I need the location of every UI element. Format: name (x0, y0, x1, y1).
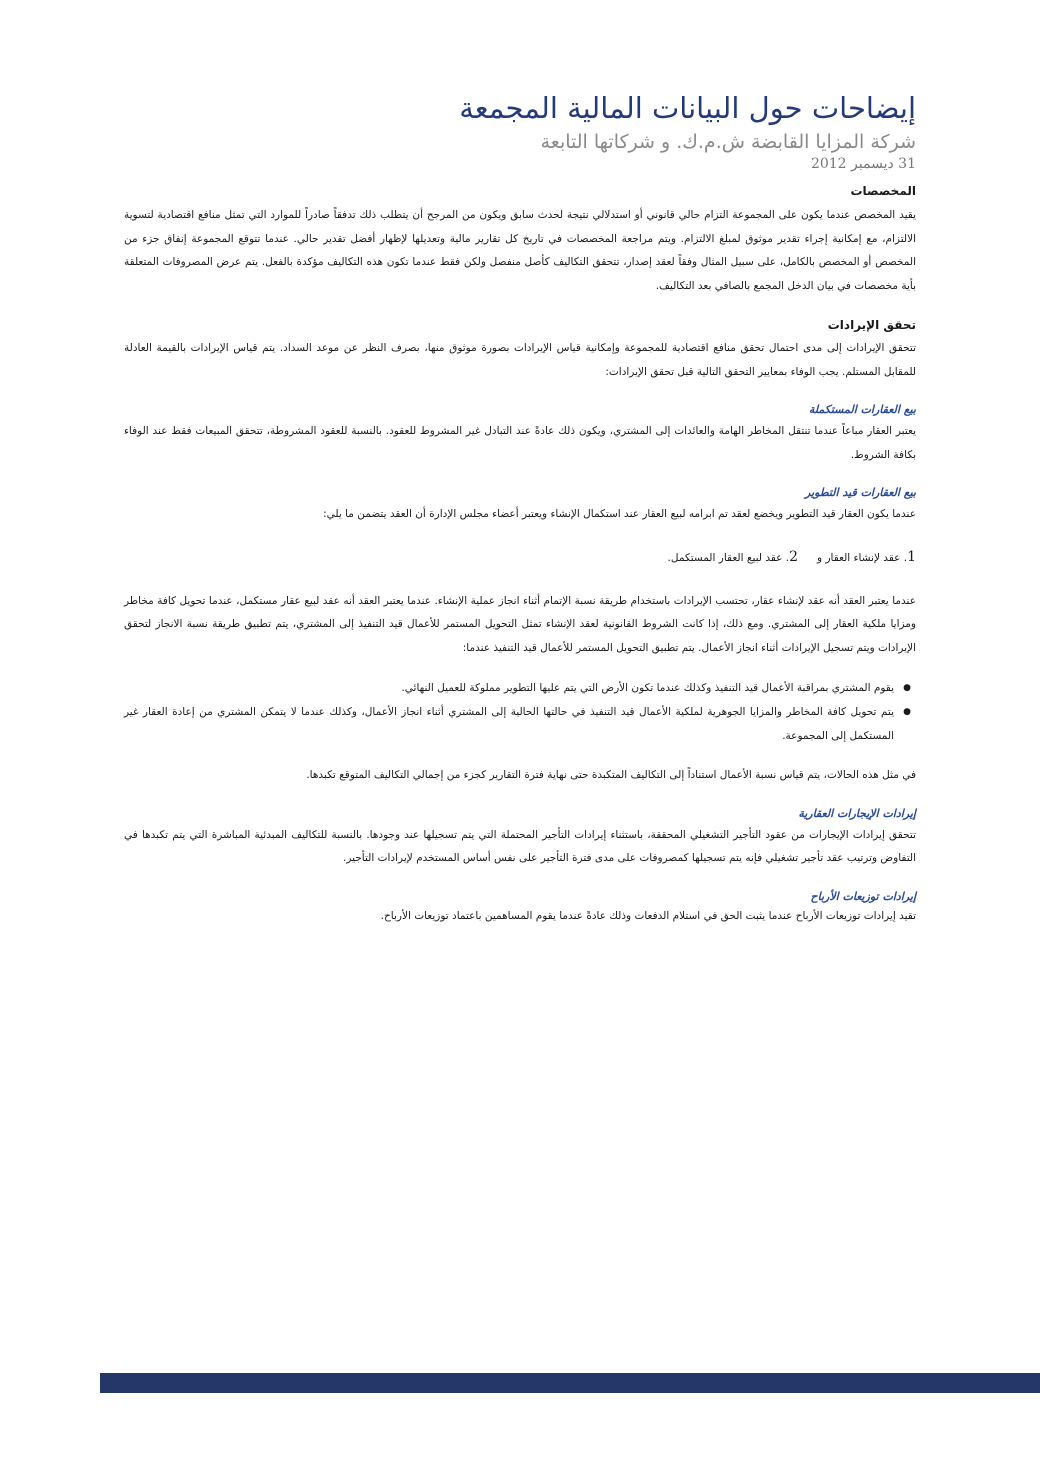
percentage-measure-paragraph: في مثل هذه الحالات، يتم قياس نسبة الأعمال استناداً إلى التكاليف المتكبدة حتى نهاية فترة التقارير كجزء من إجمالي التكاليف المتوقع تكبدها. (306, 769, 916, 781)
section-heading-provisions: المخصصات (850, 184, 916, 198)
list-item (124, 676, 911, 700)
subheading-rental-income: إيرادات الإيجارات العقارية (798, 806, 916, 820)
footer-bar (100, 1373, 1040, 1393)
report-date: 31 ديسمبر 2012 (810, 156, 916, 172)
item-number: 2 (789, 548, 798, 565)
document-page (124, 90, 916, 928)
page-title: إيضاحات حول البيانات المالية المجمعة (459, 91, 916, 125)
subheading-dividend-income: إيرادات توزيعات الأرباح (810, 889, 916, 903)
section-heading-revenue: تحقق الإيرادات (827, 318, 916, 332)
revenue-paragraph: تتحقق الإيرادات إلى مدى احتمال تحقق منافع اقتصادية للمجموعة وإمكانية قياس الإيرادات بصورة موثوق منها، بصرف النظر عن موعد السداد. يتم قياس الإيرادات بالقيمة العادلة للمقابل المستلم. يجب الوفاء بمعايير التحقق التالية قبل تحقق الإيرادات: (124, 342, 916, 378)
subheading-completed-sale: بيع العقارات المستكملة (808, 403, 916, 416)
company-name: شركة المزايا القابضة ش.م.ك. و شركاتها التابعة (540, 131, 916, 153)
bullet-icon: ● (903, 707, 911, 717)
numbered-item-1 (798, 547, 916, 568)
bullet-icon: ● (903, 683, 911, 693)
list-item-text: يتم تحويل كافة المخاطر والمزايا الجوهرية لملكية الأعمال قيد التنفيذ في حالتها الحالية إلى المشتري أثناء انجاز الأعمال، وكذلك عندما لا يتمكن المشتري من إعادة العقار غير المستكمل إلى المجموعة. (124, 706, 894, 742)
development-sale-intro: عندما يكون العقار قيد التطوير ويخضع لعقد تم ابرامه لبيع العقار عند استكمال الإنشاء ويعتبر أعضاء مجلس الإدارة أن العقد يتضمن ما يلي: (323, 508, 916, 520)
provisions-paragraph: يقيد المخصص عندما يكون على المجموعة التزام حالي قانوني أو استدلالي نتيجة لحدث سابق ويكون من المرجح أن يتطلب ذلك تدفقاً صادراً للموارد التي تمثل منافع اقتصادية لتسوية الالتزام، مع إمكانية إجراء تقدير موثوق لمبلغ الالتزام. ويتم مراجعة المخصصات في تاريخ كل تقارير مالية وتعديلها لإظهار أفضل تقدير حالي. عندما تتوقع المجموعة إنفاق جزء من المخصص أو المخصص بالكامل، على سبيل المثال وفقاً لعقد إصدار، تتحقق التكاليف كأصل منفصل ولكن فقط عندما تكون هذه التكاليف مؤكدة بالفعل. يتم عرض المصروفات المتعلقة بأية مخصصات في بيان الدخل المجمع بالصافي بعد التكاليف. (124, 209, 916, 292)
numbered-item-2 (668, 547, 798, 568)
list-item-text: يقوم المشتري بمراقبة الأعمال قيد التنفيذ وكذلك عندما تكون الأرض التي يتم عليها التطوير مملوكة للعميل النهائي. (401, 682, 894, 694)
subheading-development-sale: بيع العقارات قيد التطوير (805, 486, 916, 499)
item-text: . عقد لبيع العقار المستكمل. (667, 551, 790, 564)
numbered-list (124, 547, 916, 568)
list-item (124, 700, 911, 748)
completed-sale-paragraph: يعتبر العقار مباعاً عندما تنتقل المخاطر الهامة والعائدات إلى المشتري، ويكون ذلك عادةً عند التبادل غير المشروط للعقود. بالنسبة للعقود المشروطة، تتحقق المبيعات فقط عند الوفاء بكافة الشروط. (124, 425, 916, 461)
bullet-list (124, 676, 916, 748)
dividend-income-paragraph: تقيد إيرادات توزيعات الأرباح عندما يثبت الحق في استلام الدفعات وذلك عادةً عندما يقوم المساهمين باعتماد توزيعات الأرباح. (380, 909, 916, 922)
item-text: . عقد لإنشاء العقار و (817, 551, 908, 564)
development-sale-paragraph: عندما يعتبر العقد أنه عقد لإنشاء عقار، تحتسب الإيرادات باستخدام طريقة نسبة الإتمام أثناء انجاز عملية الإنشاء. عندما يعتبر العقد أنه عقد لبيع عقار مستكمل، عندما تحويل كافة مخاطر ومزايا ملكية العقار إلى المشتري. ومع ذلك، إذا كانت الشروط القانونية لعقد الإنشاء تمثل التحويل المستمر للأعمال قيد التنفيذ إلى المشتري، يتم تطبيق طريقة نسبة الانجاز لتحقق الإيرادات ويتم تسجيل الإيرادات أثناء انجاز الأعمال. يتم تطبيق التحويل المستمر للأعمال قيد التنفيذ عندما: (124, 594, 916, 654)
rental-income-paragraph: تتحقق إيرادات الإيجارات من عقود التأجير التشغيلي المحققة، باستثناء إيرادات التأجير المحتملة التي يتم تسجيلها عند وجودها. بالنسبة للتكاليف المبدئية المباشرة التي يتم تكبدها في التفاوض وترتيب عقد تأجير تشغيلي فإنه يتم تسجيلها كمصروفات على مدى فترة التأجير على نفس أساس المستخدم لإيرادات التأجير. (124, 828, 916, 864)
item-number: 1 (907, 548, 916, 565)
